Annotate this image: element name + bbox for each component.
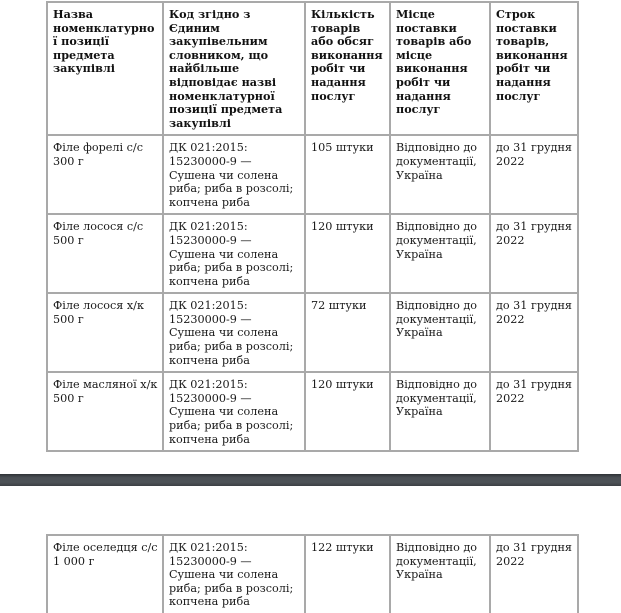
document-page-2	[0, 486, 621, 609]
cell-delivery-term: до 31 грудня 2022	[490, 372, 578, 451]
cell-item-name: Філе форелі с/с 300 г	[47, 135, 163, 214]
cell-quantity: 72 штуки	[305, 293, 390, 372]
cell-code: ДК 021:2015: 15230000-9 — Сушена чи солена риба; риба в розсолі; копчена риба	[163, 135, 305, 214]
table-row	[47, 372, 578, 451]
header-quantity: Кількість товарів або обсяг виконання робіт чи надання послуг	[305, 2, 390, 135]
cell-delivery-place: Відповідно до документації, Україна	[390, 293, 490, 372]
header-code: Код згідно з Єдиним закупівельним словником, що найбільше відповідає назві номенклатурної позиції предмета закупівлі	[163, 2, 305, 135]
cell-delivery-place: Відповідно до документації, Україна	[390, 535, 490, 613]
cell-delivery-term: до 31 грудня 2022	[490, 135, 578, 214]
cell-code: ДК 021:2015: 15230000-9 — Сушена чи солена риба; риба в розсолі; копчена риба	[163, 372, 305, 451]
procurement-table-continued	[46, 534, 579, 613]
table-header-row	[47, 2, 578, 135]
cell-quantity: 120 штуки	[305, 372, 390, 451]
cell-quantity: 122 штуки	[305, 535, 390, 613]
cell-quantity: 105 штуки	[305, 135, 390, 214]
cell-delivery-term: до 31 грудня 2022	[490, 214, 578, 293]
header-item-name: Назва номенклатурної позиції предмета закупівлі	[47, 2, 163, 135]
cell-delivery-place: Відповідно до документації, Україна	[390, 214, 490, 293]
page-break-separator	[0, 474, 621, 486]
table-row	[47, 135, 578, 214]
cell-item-name: Філе масляної х/к 500 г	[47, 372, 163, 451]
cell-delivery-place: Відповідно до документації, Україна	[390, 135, 490, 214]
table-row	[47, 535, 578, 613]
cell-item-name: Філе оселедця с/с 1 000 г	[47, 535, 163, 613]
cell-code: ДК 021:2015: 15230000-9 — Сушена чи солена риба; риба в розсолі; копчена риба	[163, 535, 305, 613]
cell-quantity: 120 штуки	[305, 214, 390, 293]
table-row	[47, 214, 578, 293]
header-delivery-term: Строк поставки товарів, виконання робіт чи надання послуг	[490, 2, 578, 135]
cell-code: ДК 021:2015: 15230000-9 — Сушена чи солена риба; риба в розсолі; копчена риба	[163, 293, 305, 372]
table-row	[47, 293, 578, 372]
cell-code: ДК 021:2015: 15230000-9 — Сушена чи солена риба; риба в розсолі; копчена риба	[163, 214, 305, 293]
procurement-table	[46, 1, 579, 452]
cell-delivery-term: до 31 грудня 2022	[490, 535, 578, 613]
cell-delivery-term: до 31 грудня 2022	[490, 293, 578, 372]
cell-item-name: Філе лосося с/с 500 г	[47, 214, 163, 293]
cell-item-name: Філе лосося х/к 500 г	[47, 293, 163, 372]
header-delivery-place: Місце поставки товарів або місце виконання робіт чи надання послуг	[390, 2, 490, 135]
cell-delivery-place: Відповідно до документації, Україна	[390, 372, 490, 451]
